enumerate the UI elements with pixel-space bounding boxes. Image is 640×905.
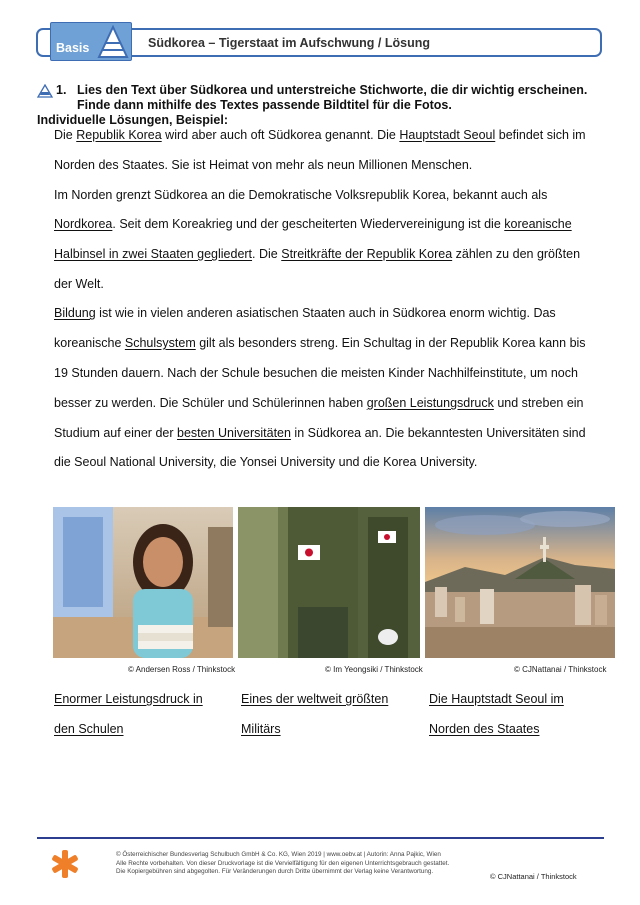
text-line: Norden des Staates. Sie ist Heimat von mehr als neun Millionen Menschen. <box>54 158 473 172</box>
photo-soldiers <box>238 507 420 658</box>
answer-title: Militärs <box>241 722 281 736</box>
text-line <box>54 217 572 231</box>
text-line <box>54 426 586 440</box>
text: und streben ein <box>493 396 584 410</box>
text-line: der Welt. <box>54 277 104 291</box>
footer-line: Alle Rechte vorbehalten. Von dieser Druckvorlage ist die Vervielfältigung für den eigenen Unterrichtsgebrauch gestattet. <box>116 859 450 867</box>
answer-title: Norden des Staates <box>429 722 540 736</box>
text: . Seit dem Koreakrieg und der gescheiterten Wiedervereinigung ist die <box>112 217 505 231</box>
text-line <box>54 247 580 261</box>
task-line-2: Finde dann mithilfe des Textes passende Bildtitel für die Fotos. <box>77 98 452 112</box>
underlined-keyword: Bildung <box>54 306 96 320</box>
text-line <box>54 336 586 350</box>
footer-rule <box>37 837 604 839</box>
solution-label: Individuelle Lösungen, Beispiel: <box>37 113 228 127</box>
text: . Die <box>252 247 282 261</box>
task-line-1: Lies den Text über Südkorea und unterstreiche Stichworte, die dir wichtig erscheinen. <box>77 83 588 97</box>
underlined-keyword: besten Universitäten <box>177 426 291 440</box>
underlined-keyword: Hauptstadt Seoul <box>399 128 496 142</box>
underlined-keyword: Schulsystem <box>124 336 196 350</box>
text: zählen zu den größten <box>452 247 581 261</box>
task-instructions <box>77 83 617 113</box>
text-line: 19 Stunden dauern. Nach der Schule besuchen die meisten Kinder Nachhilfeinstitute, um noch <box>54 366 578 380</box>
photo-caption: © Andersen Ross / Thinkstock <box>128 665 236 674</box>
answer-title: Enormer Leistungsdruck in <box>54 692 203 706</box>
underlined-keyword: koreanische <box>504 217 572 231</box>
footer-credit: © CJNattanai / Thinkstock <box>490 872 577 881</box>
photo-seoul <box>425 507 615 658</box>
text: ist wie in vielen anderen asiatischen Staaten auch in Südkorea enorm wichtig. Das <box>95 306 556 320</box>
photo-student <box>53 507 233 658</box>
text: in Südkorea an. Die bekanntesten Universitäten sind <box>290 426 586 440</box>
answer-title: den Schulen <box>54 722 124 736</box>
text-line <box>54 396 584 410</box>
footer-line: Die Kopiergebühren sind abgegolten. Für Veränderungen durch Dritte übernimmt der Verlag keine Verantwortung. <box>116 868 434 875</box>
photo-caption: © Im Yeongsiki / Thinkstock <box>325 665 423 674</box>
photo-caption: © CJNattanai / Thinkstock <box>514 665 607 674</box>
page-title: Südkorea – Tigerstaat im Aufschwung / Lösung <box>148 36 430 50</box>
underlined-keyword: großen Leistungsdruck <box>366 396 494 410</box>
text-line: Im Norden grenzt Südkorea an die Demokratische Volksrepublik Korea, bekannt auch als <box>54 188 548 202</box>
publisher-logo-icon <box>52 849 78 879</box>
underlined-keyword: Nordkorea <box>54 217 113 231</box>
badge-label: Basis <box>56 41 90 55</box>
pyramid-icon <box>97 25 129 59</box>
task-number: 1. <box>56 83 67 97</box>
text: gilt als besonders streng. Ein Schultag in der Republik Korea kann bis <box>195 336 586 350</box>
underlined-keyword: Republik Korea <box>76 128 162 142</box>
basis-badge <box>50 22 132 61</box>
footer-line: © Österreichischer Bundesverlag Schulbuch GmbH & Co. KG, Wien 2019 | www.oebv.at | Autorin: Anna Pajkic, Wien <box>116 851 441 858</box>
text: Studium auf einer der <box>54 426 177 440</box>
underlined-keyword: Halbinsel in zwei Staaten gegliedert <box>54 247 253 261</box>
underlined-keyword: Streitkräfte der Republik Korea <box>281 247 453 261</box>
text-line: die Seoul National University, die Yonsei University und die Korea University. <box>54 455 478 469</box>
answer-title: Eines der weltweit größten <box>241 692 389 706</box>
text: Die <box>54 128 77 142</box>
text: wird aber auch oft Südkorea genannt. Die <box>161 128 400 142</box>
text-line <box>54 306 556 320</box>
text: befindet sich im <box>495 128 586 142</box>
text: koreanische <box>54 336 125 350</box>
footer-legal <box>116 851 449 877</box>
answer-title: Die Hauptstadt Seoul im <box>429 692 564 706</box>
text-line <box>54 128 586 142</box>
tower <box>543 537 546 562</box>
task-level-icon <box>37 84 53 98</box>
text: besser zu werden. Die Schüler und Schülerinnen haben <box>54 396 367 410</box>
